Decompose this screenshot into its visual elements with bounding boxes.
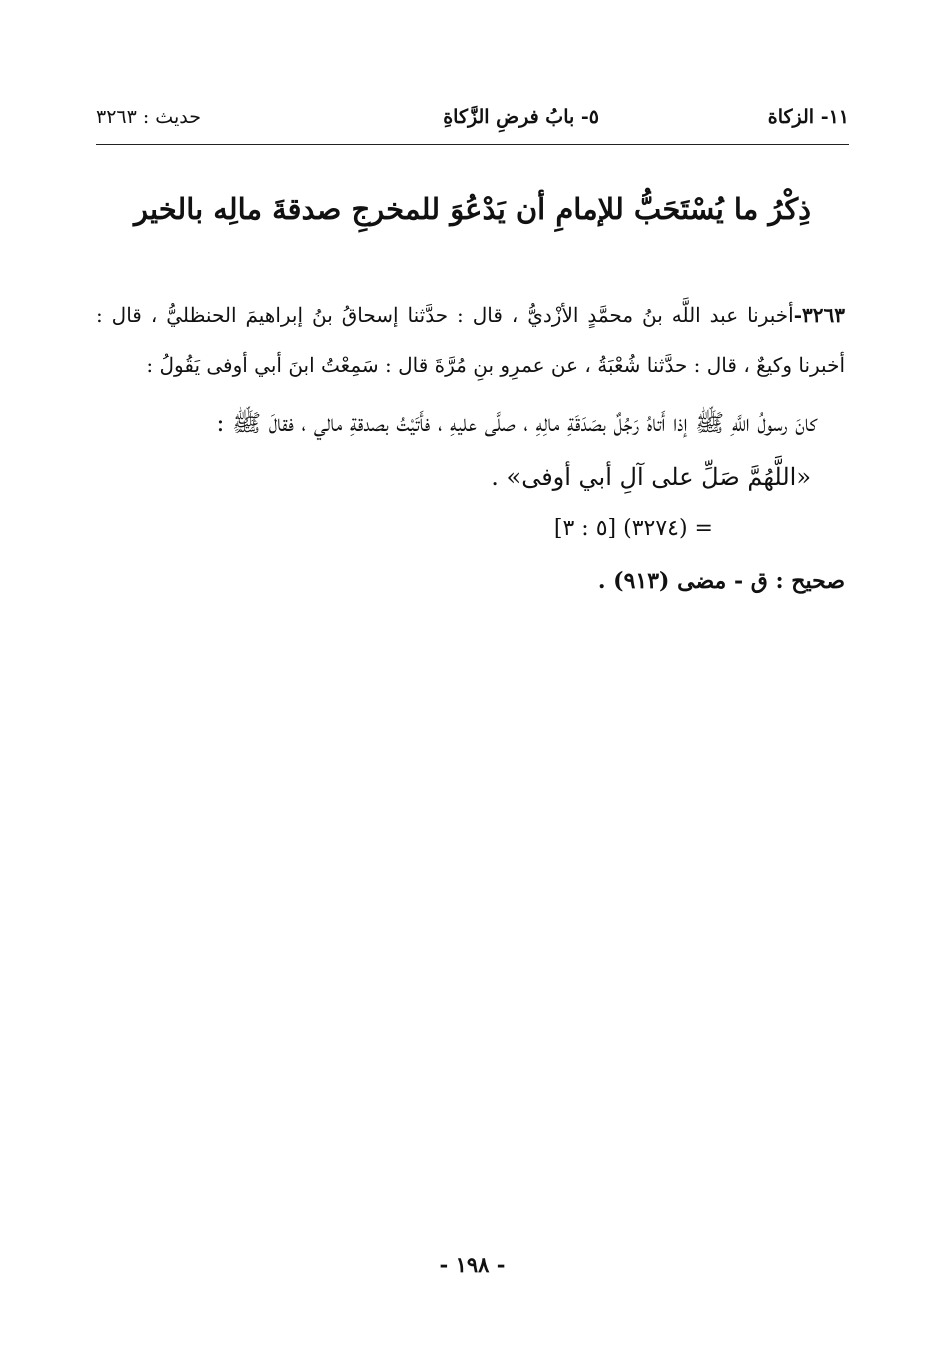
header-divider: [96, 144, 849, 145]
hadith-body: [96, 290, 845, 608]
hadith-reference: حديث : ٣٢٦٣: [96, 106, 201, 128]
hadith-isnad: [96, 290, 845, 390]
cross-reference-text: = (٣٢٧٤) [٥ : ٣]: [553, 516, 713, 541]
chapter-title: ٥- بابُ فرضِ الزَّكاةِ: [443, 106, 599, 128]
cross-reference: [96, 504, 845, 554]
book-title: ١١- الزكاة: [767, 106, 849, 128]
hadith-number: ٣٢٦٣-: [793, 303, 845, 327]
hadith-grade: [96, 554, 845, 608]
hadith-matn: كانَ رسولُ اللَّهِ ﷺ إذا أَتاهُ رَجُلٌ بصَدَقَةِ مالِهِ ، صلَّى عليهِ ، فأَتَيْتُ بصدقةِ مالي ، فقالَ ﷺ :: [216, 409, 817, 437]
hadith-grade-text: صحيح : ق - مضى (٩١٣) .: [597, 568, 845, 594]
isnad-text: أخبرنا عبد اللَّه بنُ محمَّدٍ الأزْديُّ ، قال : حدَّثنا إسحاقُ بنُ إبراهيمَ الحنظليُّ ، قال : أخبرنا وكيعٌ ، قال : حدَّثنا شُعْبَةُ ، عن عمرِو بنِ مُرَّةَ قال : سَمِعْتُ ابنَ أبي أوفى يَقُولُ :: [96, 303, 845, 377]
page-number: - ١٩٨ -: [439, 1252, 506, 1277]
section-title: ذِكْرُ ما يُسْتَحَبُّ للإمامِ أن يَدْعُوَ للمخرجِ صدقةَ مالِه بالخير: [133, 192, 812, 226]
hadith-supplication: «اللَّهُمَّ صَلِّ على آلِ أبي أوفى» .: [491, 463, 811, 491]
running-header: [96, 106, 849, 136]
